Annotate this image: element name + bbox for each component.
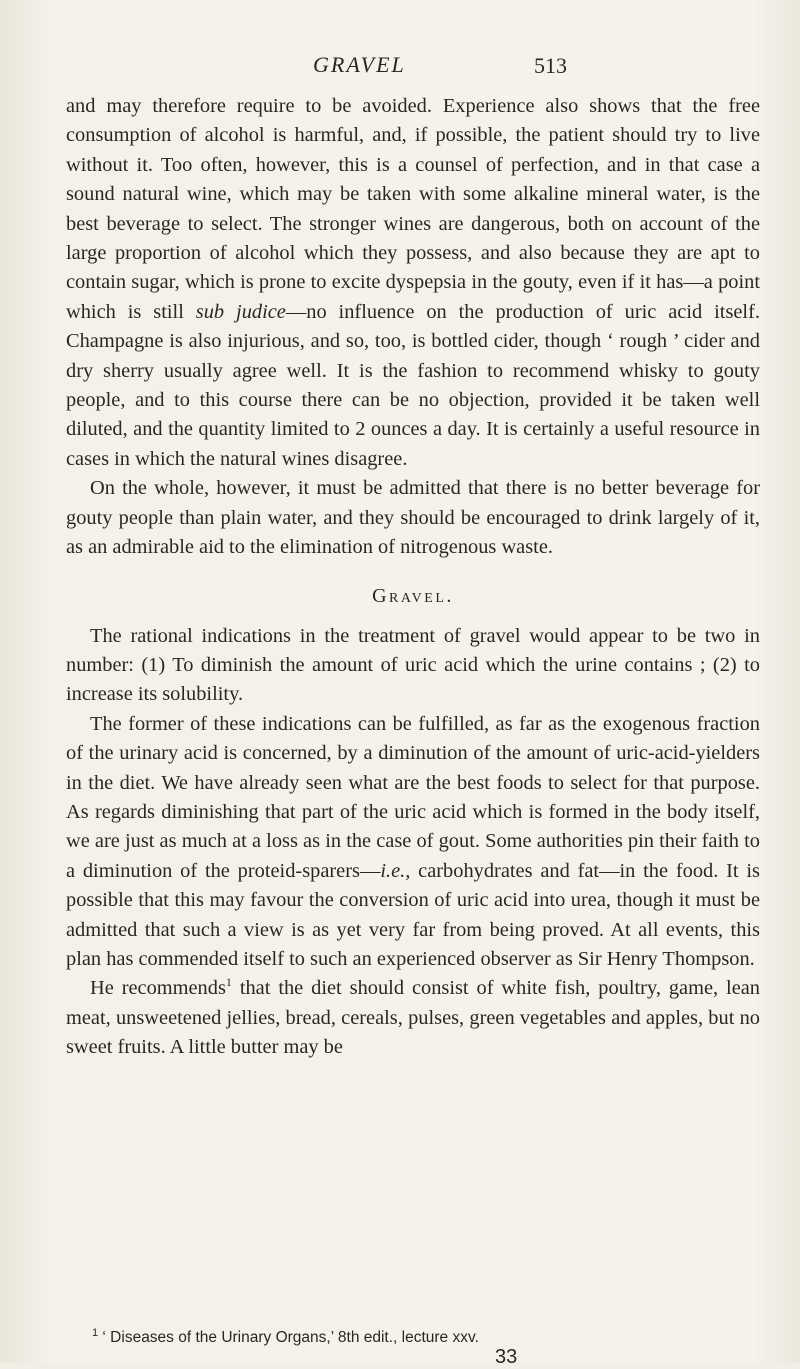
paragraph-diet-continued: that the diet should consist of white fish, poultry, game, lean meat, unsweetened jellies, bread, cereals, pulses, green vegetables and apples, but no sweet fruits. A little butter may be [66, 977, 760, 1059]
paragraph-alcohol-text: and may therefore require to be avoided. Experience also shows that the free consumption of alcohol is harmful, and, if possible, the patient should try to live without it. Too often, however, this is a counsel of perfection, and in that case a sound natural wine, which may be taken with some alkaline mineral water, is the best beverage to select. The stronger wines are dangerous, both on account of the large proportion of alcohol which they possess, and also because they are apt to contain sugar, which is prone to excite dyspepsia in the gouty, even if it has—a point which is still [66, 95, 760, 323]
signature-mark: 33 [495, 1346, 518, 1368]
paragraph-exogenous-continued: carbohydrates and fat—in the food. It is possible that this may favour the conversion of uric acid into urea, though it must be admitted that such a view is as yet very far from being proved. At all events, this plan has commended itself to such an experienced observer as Sir Henry Thompson. [66, 859, 760, 970]
paragraph-alcohol-continued: —no influence on the production of uric acid itself. Champagne is also injurious, and so, too, is bottled cider, though ‘ rough ’ cider and dry sherry usually agree well. It is the fashion to recommend whisky to gouty people, and to this course there can be no objection, provided it be taken well diluted, and the quantity limited to 2 ounces a day. It is certainly a useful resource in cases in which the natural wines disagree. [66, 300, 760, 470]
ie-italic: i.e., [380, 859, 411, 882]
page-number: 513 [534, 53, 567, 78]
sub-judice-italic: sub judice [195, 300, 286, 323]
running-title: GRAVEL [313, 52, 406, 77]
paragraph-diet [66, 974, 760, 1062]
body-text [66, 92, 760, 1063]
paragraph-diet-text: He recommends [90, 977, 226, 1000]
footnote-text: ‘ Diseases of the Urinary Organs,’ 8th edit., lecture xxv. [98, 1329, 479, 1347]
paragraph-water: On the whole, however, it must be admitted that there is no better beverage for gouty people than plain water, and they should be encouraged to drink largely of it, as an admirable aid to the elimination of nitrogenous waste. [66, 477, 760, 559]
footnote-reference: 1 [225, 975, 232, 990]
section-heading-gravel: Gravel. [372, 584, 454, 607]
footnote [92, 1327, 479, 1347]
paragraph-indications: The rational indications in the treatment of gravel would appear to be two in number: (1) To diminish the amount of uric acid which the urine contains ; (2) to increase its solubility. [66, 624, 760, 706]
paragraph-exogenous [66, 710, 760, 975]
paragraph-exogenous-text: The former of these indications can be fulfilled, as far as the exogenous fraction of the urinary acid is concerned, by a diminution of the amount of uric-acid-yielders in the diet. We have already seen what are the best foods to select for that purpose. As regards diminishing that part of the uric acid which is formed in the body itself, we are just as much at a loss as in the case of gout. Some authorities pin their faith to a diminution of the proteid-sparers— [66, 712, 760, 882]
paragraph-alcohol [66, 92, 760, 474]
running-head [0, 52, 800, 82]
footnote-marker: 1 [92, 1327, 99, 1339]
